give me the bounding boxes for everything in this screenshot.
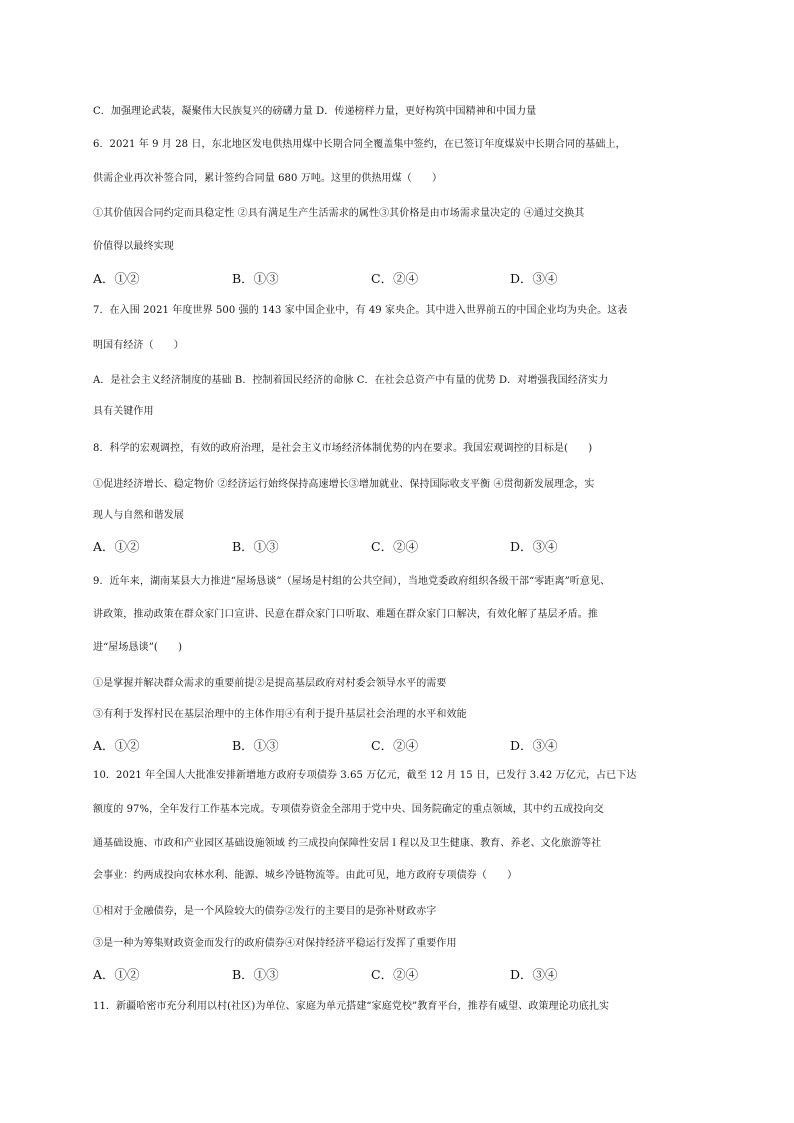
question-10-options	[93, 966, 693, 984]
question-7-stem: 7．在入围 2021 年度世界 500 强的 143 家中国企业中，有 49 家央企。其中进入世界前五的中国企业均为央企。这表	[93, 305, 628, 316]
text-line: 现人与自然和谐发展	[93, 510, 184, 521]
question-9-stem: 9．近年来，湖南某县大力推进“屋场恳谈”（屋场是村组的公共空间），当地党委政府组织各级干部“零距离”听意见、	[93, 576, 611, 587]
option-a: A．①②	[93, 738, 140, 753]
question-8-statements: ①促进经济增长、稳定物价 ②经济运行始终保持高速增长③增加就业、保持国际收支平衡 ④贯彻新发展理念，实	[93, 479, 595, 490]
option-c: C．②④	[371, 539, 419, 554]
option-d: D．③④	[510, 271, 558, 286]
question-10-statements: ①相对于金融债券，是一个风险较大的债券②发行的主要目的是弥补财政赤字	[93, 906, 437, 917]
text-line: 明国有经济（ ）	[93, 340, 184, 351]
text-line: 会事业：约两成投向农林水利、能源、城乡冷链物流等。由此可见，地方政府专项债券（ ）	[93, 870, 518, 881]
text-line: 进“屋场恳谈”( )	[93, 642, 183, 653]
text-line: 通基础设施、市政和产业园区基础设施领域 约三成投向保障性安居Ｉ程以及卫生健康、教育、养老、文化旅游等社	[93, 838, 602, 849]
text-line: ③是一种为筹集财政资金而发行的政府债券④对保持经济平稳运行发挥了重要作用	[93, 938, 457, 949]
text-line: 具有关键作用	[93, 406, 154, 417]
option-d: D．③④	[510, 539, 558, 554]
question-10-stem: 10．2021 年全国人大批准安排新增地方政府专项债券 3.65 万亿元，截至 12 月 15 日，已发行 3.42 万亿元，占已下达	[93, 770, 637, 781]
question-9-statements: ①是掌握并解决群众需求的重要前提②是提高基层政府对村委会领导水平的需要	[93, 678, 447, 689]
text-line: 讲政策，推动政策在群众家门口宣讲、民意在群众家门口听取、难题在群众家门口解决，有效化解了基层矛盾。推	[93, 609, 598, 620]
option-c: C．②④	[371, 967, 419, 982]
text-line: 价值得以最终实现	[93, 241, 174, 252]
question-8-stem: 8．科学的宏观调控，有效的政府治理，是社会主义市场经济体制优势的内在要求。我国宏观调控的目标是( )	[93, 443, 593, 454]
option-a: A．①②	[93, 967, 140, 982]
option-d: D．③④	[510, 967, 558, 982]
question-6-statements: ①其价值因合同约定而具稳定性 ②具有满足生产生活需求的属性③其价格是由市场需求量决定的 ④通过交换其	[93, 208, 585, 219]
option-c: C．②④	[371, 738, 419, 753]
option-b: B．①③	[232, 967, 279, 982]
question-6-stem: 6．2021 年 9 月 28 日，东北地区发电供热用煤中长期合同全覆盖集中签约，在已签订年度煤炭中长期合同的基础上，	[93, 139, 626, 150]
text-line: C．加强理论武装，凝聚伟大民族复兴的磅礴力量 D．传递榜样力量，更好构筑中国精神和中国力量	[93, 106, 537, 117]
option-a: A．①②	[93, 271, 140, 286]
text-line: 供需企业再次补签合同，累计签约合同量 680 万吨。这里的供热用煤（ ）	[93, 173, 443, 184]
option-c: C．②④	[371, 271, 419, 286]
text-line: ③有利于发挥村民在基层治理中的主体作用④有利于提升基层社会治理的水平和效能	[93, 709, 467, 720]
text-line: 额度的 97%，全年发行工作基本完成。专项债券资金全部用于党中央、国务院确定的重点领域，其中约五成投向交	[93, 804, 604, 815]
option-b: B．①③	[232, 539, 279, 554]
question-9-options	[93, 737, 693, 755]
option-b: B．①③	[232, 271, 279, 286]
question-6-options	[93, 270, 693, 288]
question-8-options	[93, 538, 693, 556]
option-a: A．①②	[93, 539, 140, 554]
option-b: B．①③	[232, 738, 279, 753]
option-d: D．③④	[510, 738, 558, 753]
question-11-stem: 11．新疆哈密市充分利用以村(社区)为单位、家庭为单元搭建“家庭党校”教育平台，推荐有威望、政策理论功底扎实	[93, 1001, 610, 1012]
question-7-options: A．是社会主义经济制度的基础 B．控制着国民经济的命脉 C．在社会总资产中有量的优势 D．对增强我国经济实力	[93, 375, 609, 386]
